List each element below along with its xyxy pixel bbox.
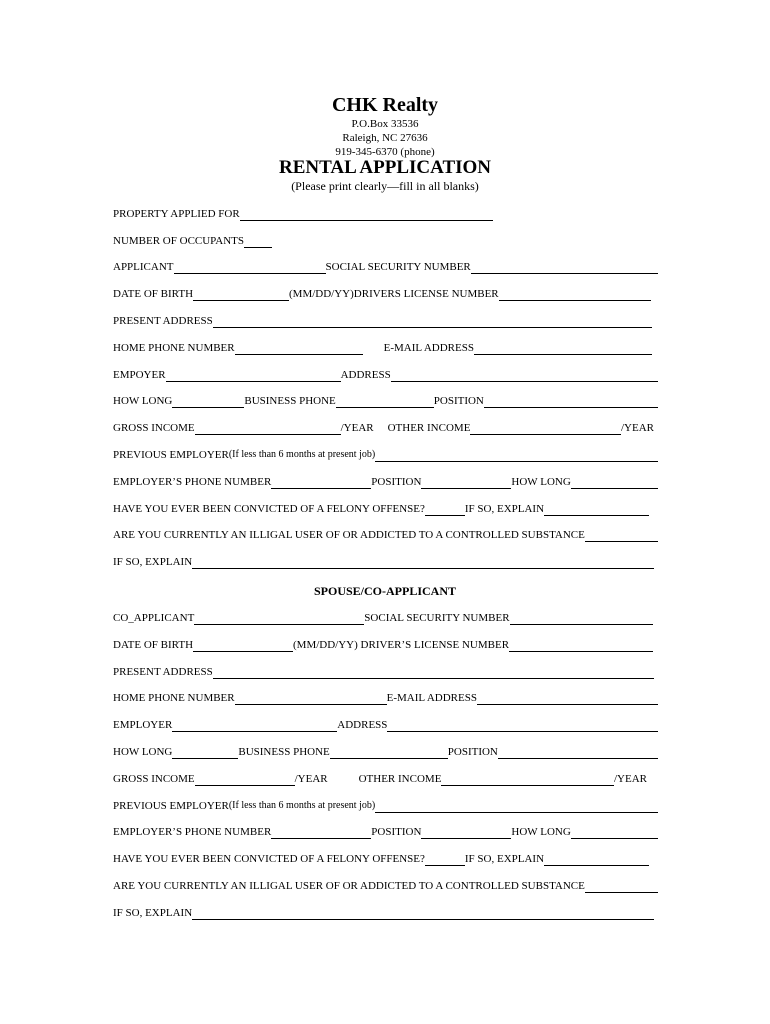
row-co-applicant xyxy=(113,611,653,625)
label-co-employer-phone: EMPLOYER’S PHONE NUMBER xyxy=(113,826,272,838)
field-co-ssn[interactable] xyxy=(510,613,653,625)
field-position[interactable] xyxy=(484,396,658,408)
label-co-gross-income: GROSS INCOME xyxy=(113,773,195,785)
label-employer: EMPOYER xyxy=(113,369,166,381)
row-co-substance xyxy=(113,879,658,893)
label-previous-position: POSITION xyxy=(371,476,422,488)
field-present-address[interactable] xyxy=(213,316,652,328)
section-title-spouse: SPOUSE/CO-APPLICANT xyxy=(313,584,456,598)
field-co-employer-phone[interactable] xyxy=(271,827,371,839)
row-previous-employer xyxy=(113,448,658,462)
row-home-phone xyxy=(113,341,652,355)
form-title: RENTAL APPLICATION xyxy=(278,157,492,178)
label-property-applied-for: PROPERTY APPLIED FOR xyxy=(113,208,240,220)
field-co-applicant-name[interactable] xyxy=(194,613,364,625)
field-co-other-income[interactable] xyxy=(441,774,614,786)
row-property xyxy=(113,207,493,221)
field-employer[interactable] xyxy=(166,370,341,382)
label-co-previous-employer-note: (If less than 6 months at present job) xyxy=(228,800,376,811)
row-dob xyxy=(113,287,651,301)
label-business-phone: BUSINESS PHONE xyxy=(244,395,336,407)
label-gross-income: GROSS INCOME xyxy=(113,422,195,434)
label-co-position: POSITION xyxy=(447,746,498,758)
field-co-substance-answer[interactable] xyxy=(585,881,658,893)
row-co-dob xyxy=(113,638,653,652)
field-previous-position[interactable] xyxy=(421,477,511,489)
label-co-other-income-year: /YEAR xyxy=(614,773,647,785)
label-position: POSITION xyxy=(433,395,484,407)
label-other-income: OTHER INCOME xyxy=(387,422,471,434)
label-dob-format-license: (MM/DD/YY)DRIVERS LICENSE NUMBER xyxy=(289,288,499,300)
field-gross-income[interactable] xyxy=(195,423,341,435)
field-previous-employer[interactable] xyxy=(375,450,658,462)
label-how-long: HOW LONG xyxy=(113,395,173,407)
label-co-felony-explain: IF SO, EXPLAIN xyxy=(464,853,545,865)
field-previous-how-long[interactable] xyxy=(571,477,658,489)
row-co-gross-income xyxy=(113,772,647,786)
field-co-present-address[interactable] xyxy=(213,667,654,679)
row-co-substance-explain xyxy=(113,906,654,920)
field-co-drivers-license[interactable] xyxy=(509,640,653,652)
label-co-employer-address: ADDRESS xyxy=(337,719,388,731)
label-previous-how-long: HOW LONG xyxy=(511,476,571,488)
row-present-address xyxy=(113,314,652,328)
field-how-long[interactable] xyxy=(172,396,244,408)
label-substance-question: ARE YOU CURRENTLY AN ILLIGAL USER OF OR ADDICTED TO A CONTROLLED SUBSTANCE xyxy=(113,529,585,541)
label-co-dob-format-license: (MM/DD/YY) DRIVER’S LICENSE NUMBER xyxy=(293,639,510,651)
field-co-email[interactable] xyxy=(477,693,658,705)
label-previous-employer: PREVIOUS EMPLOYER xyxy=(113,449,229,461)
row-felony xyxy=(113,502,649,516)
field-co-felony-explain[interactable] xyxy=(544,854,649,866)
row-co-felony xyxy=(113,852,649,866)
label-employer-phone: EMPLOYER’S PHONE NUMBER xyxy=(113,476,272,488)
field-co-position[interactable] xyxy=(498,747,658,759)
field-employer-phone[interactable] xyxy=(271,477,371,489)
field-other-income[interactable] xyxy=(470,423,621,435)
field-ssn[interactable] xyxy=(471,262,658,274)
field-substance-answer[interactable] xyxy=(585,530,658,542)
company-name: CHK Realty xyxy=(331,94,439,116)
label-home-phone: HOME PHONE NUMBER xyxy=(113,342,235,354)
row-gross-income xyxy=(113,421,654,435)
row-co-employer-phone xyxy=(113,825,658,839)
label-email: E-MAIL ADDRESS xyxy=(383,342,474,354)
address-line-city: Raleigh, NC 27636 xyxy=(342,132,428,144)
label-ssn: SOCIAL SECURITY NUMBER xyxy=(325,261,471,273)
field-business-phone[interactable] xyxy=(336,396,434,408)
field-applicant-name[interactable] xyxy=(174,262,326,274)
field-co-previous-employer[interactable] xyxy=(375,801,658,813)
row-substance xyxy=(113,528,658,542)
row-employer-phone xyxy=(113,475,658,489)
row-co-present-address xyxy=(113,665,654,679)
field-co-home-phone[interactable] xyxy=(235,693,387,705)
row-occupants xyxy=(113,234,658,248)
row-substance-explain xyxy=(113,555,654,569)
field-home-phone[interactable] xyxy=(235,343,363,355)
label-co-gross-income-year: /YEAR xyxy=(294,773,328,785)
label-co-previous-employer: PREVIOUS EMPLOYER xyxy=(113,800,229,812)
label-co-present-address: PRESENT ADDRESS xyxy=(113,666,213,678)
label-other-income-year: /YEAR xyxy=(621,422,654,434)
field-substance-explain[interactable] xyxy=(192,557,654,569)
row-co-how-long xyxy=(113,745,658,759)
address-line-po-box: P.O.Box 33536 xyxy=(351,118,419,130)
row-employer xyxy=(113,368,658,382)
label-co-substance-question: ARE YOU CURRENTLY AN ILLIGAL USER OF OR ADDICTED TO A CONTROLLED SUBSTANCE xyxy=(113,880,585,892)
label-co-ssn: SOCIAL SECURITY NUMBER xyxy=(364,612,510,624)
label-co-previous-how-long: HOW LONG xyxy=(511,826,571,838)
form-instructions: (Please print clearly—fill in all blanks) xyxy=(291,179,479,193)
field-felony-explain[interactable] xyxy=(544,504,649,516)
field-co-how-long[interactable] xyxy=(172,747,238,759)
label-co-email: E-MAIL ADDRESS xyxy=(386,692,477,704)
row-applicant xyxy=(113,260,658,274)
label-number-of-occupants: NUMBER OF OCCUPANTS xyxy=(113,235,245,247)
label-employer-address: ADDRESS xyxy=(340,369,391,381)
label-applicant: APPLICANT xyxy=(113,261,174,273)
label-felony-question: HAVE YOU EVER BEEN CONVICTED OF A FELONY OFFENSE? xyxy=(113,503,425,515)
field-co-gross-income[interactable] xyxy=(195,774,295,786)
address-line-phone: 919-345-6370 (phone) xyxy=(335,146,435,158)
field-co-employer[interactable] xyxy=(172,720,337,732)
field-co-employer-address[interactable] xyxy=(387,720,658,732)
field-property-applied-for[interactable] xyxy=(240,209,493,221)
row-how-long xyxy=(113,394,658,408)
label-co-business-phone: BUSINESS PHONE xyxy=(238,746,330,758)
field-felony-answer[interactable] xyxy=(425,504,465,516)
field-date-of-birth[interactable] xyxy=(193,289,289,301)
field-co-business-phone[interactable] xyxy=(330,747,448,759)
row-co-home-phone xyxy=(113,691,658,705)
field-co-date-of-birth[interactable] xyxy=(193,640,293,652)
label-co-how-long: HOW LONG xyxy=(113,746,173,758)
label-felony-explain: IF SO, EXPLAIN xyxy=(464,503,545,515)
label-co-employer: EMPLOYER xyxy=(113,719,173,731)
row-co-employer xyxy=(113,718,658,732)
field-number-of-occupants[interactable] xyxy=(244,236,272,248)
label-substance-explain: IF SO, EXPLAIN xyxy=(113,556,193,568)
label-co-substance-explain: IF SO, EXPLAIN xyxy=(113,907,193,919)
label-gross-income-year: /YEAR xyxy=(340,422,374,434)
label-co-date-of-birth: DATE OF BIRTH xyxy=(113,639,194,651)
label-co-previous-position: POSITION xyxy=(371,826,422,838)
field-co-previous-position[interactable] xyxy=(421,827,511,839)
label-co-felony-question: HAVE YOU EVER BEEN CONVICTED OF A FELONY OFFENSE? xyxy=(113,853,425,865)
field-co-felony-answer[interactable] xyxy=(425,854,465,866)
label-co-home-phone: HOME PHONE NUMBER xyxy=(113,692,235,704)
field-co-previous-how-long[interactable] xyxy=(571,827,658,839)
label-date-of-birth: DATE OF BIRTH xyxy=(113,288,194,300)
label-previous-employer-note: (If less than 6 months at present job) xyxy=(228,449,376,460)
label-co-other-income: OTHER INCOME xyxy=(358,773,442,785)
field-co-substance-explain[interactable] xyxy=(192,908,654,920)
field-drivers-license[interactable] xyxy=(499,289,651,301)
row-co-previous-employer xyxy=(113,799,658,813)
label-co-applicant: CO_APPLICANT xyxy=(113,612,195,624)
field-email[interactable] xyxy=(474,343,652,355)
field-employer-address[interactable] xyxy=(391,370,658,382)
label-present-address: PRESENT ADDRESS xyxy=(113,315,213,327)
